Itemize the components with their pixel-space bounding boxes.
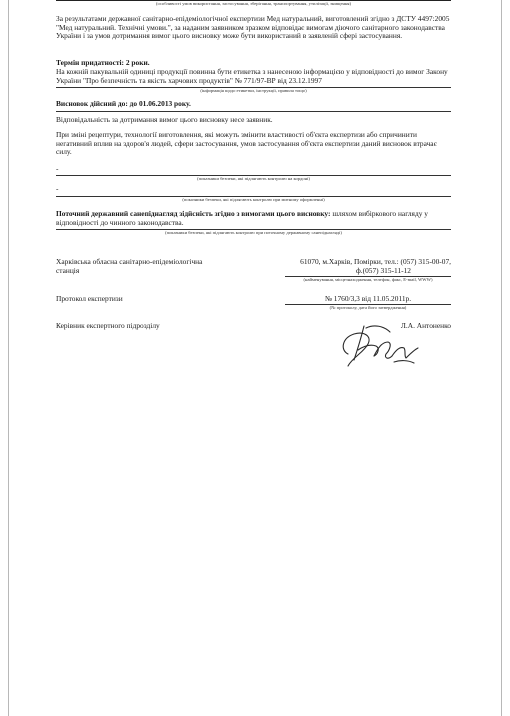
caption-hazards: (показники безпеки, які підлягають контролю на кордоні)	[197, 176, 310, 181]
shelf-life-title: Термін придатності: 2 роки.	[56, 58, 150, 67]
change-notice: При зміні рецептури, технології виготовлення, які можуть змінити властивості об'єкта експертизи або спричинити негативний вплив на здоров'я людей, сфери застосування, умов застосування об'єкта експертизи даний висновок втрачає силу.	[56, 130, 437, 157]
document-page	[8, 0, 502, 716]
org-address-line1: 61070, м.Харків, Помірки, тел.: (057) 315-00-07,	[300, 257, 451, 266]
caption-address: (найменування, місцезнаходження, телефон, факс, E-mail, WWW)	[303, 277, 433, 282]
conclusion-paragraph: За результатами державної санітарно-епідеміологічної експертизи Мед натуральний, виготовлений згідно з ДСТУ 4497:2005 "Мед натуральний. Технічні умови.", за наданим заявником зразком відповідає вимогам діючого санітарного законодавства України і за умов дотримання вимог цього висновку може бути використаний в заявленій сфері застосування.	[56, 14, 450, 41]
valid-divider	[56, 111, 451, 112]
valid-until: Висновок дійсний до: до 01.06.2013 року.	[56, 99, 191, 108]
caption-usage: (особливості умов використання, застосування, зберігання, транспортування, утилізації, знищення)	[155, 1, 352, 6]
org-address	[285, 258, 451, 275]
head-name: Л.А. Антоненко	[400, 321, 451, 330]
head-label: Керівник експертного підрозділу	[56, 321, 160, 330]
caption-hazards-official: (показники безпеки, які підлягають контролю при митному оформленні)	[182, 197, 325, 202]
oversight-paragraph	[56, 210, 451, 227]
label-requirement: На кожній пакувальній одиниці продукції повинна бути етикетка з нанесеною інформацією у відповідності до вимог Закону України "Про безпечність та якість харчових продуктів" № 771/97-ВР від 23.12.1997	[56, 67, 448, 85]
org-name: Харківська обласна санітарно-епідеміологічна станція	[56, 257, 203, 275]
org-address-line2: ф.(057) 315-11-12	[355, 265, 411, 275]
caption-protocol: (№ протоколу, дата його затвердження)	[329, 305, 407, 310]
protocol-label: Протокол експертизи	[56, 294, 123, 303]
oversight-text: шляхом вибіркового нагляду у відповідності до чинного законодавства.	[56, 209, 428, 227]
protocol-value: № 1760/3,3 від 11.05.2011р.	[324, 294, 412, 303]
handwritten-signature	[334, 320, 439, 375]
hazards-official-dash: -	[56, 184, 59, 193]
caption-label-info: (інформація щодо етикетки, інструкції, правила тощо)	[200, 88, 307, 93]
oversight-heading: Поточний державний санепіднагляд зідйсність згідно з вимогами цього висновку:	[56, 209, 331, 218]
caption-oversight: (показники безпеки, які підлягають контролю при поточному державному санепіднагляді)	[165, 230, 342, 235]
responsibility: Відповідальність за дотримання вимог цього висновку несе заявник.	[56, 115, 273, 124]
hazards-dash: -	[56, 164, 59, 173]
